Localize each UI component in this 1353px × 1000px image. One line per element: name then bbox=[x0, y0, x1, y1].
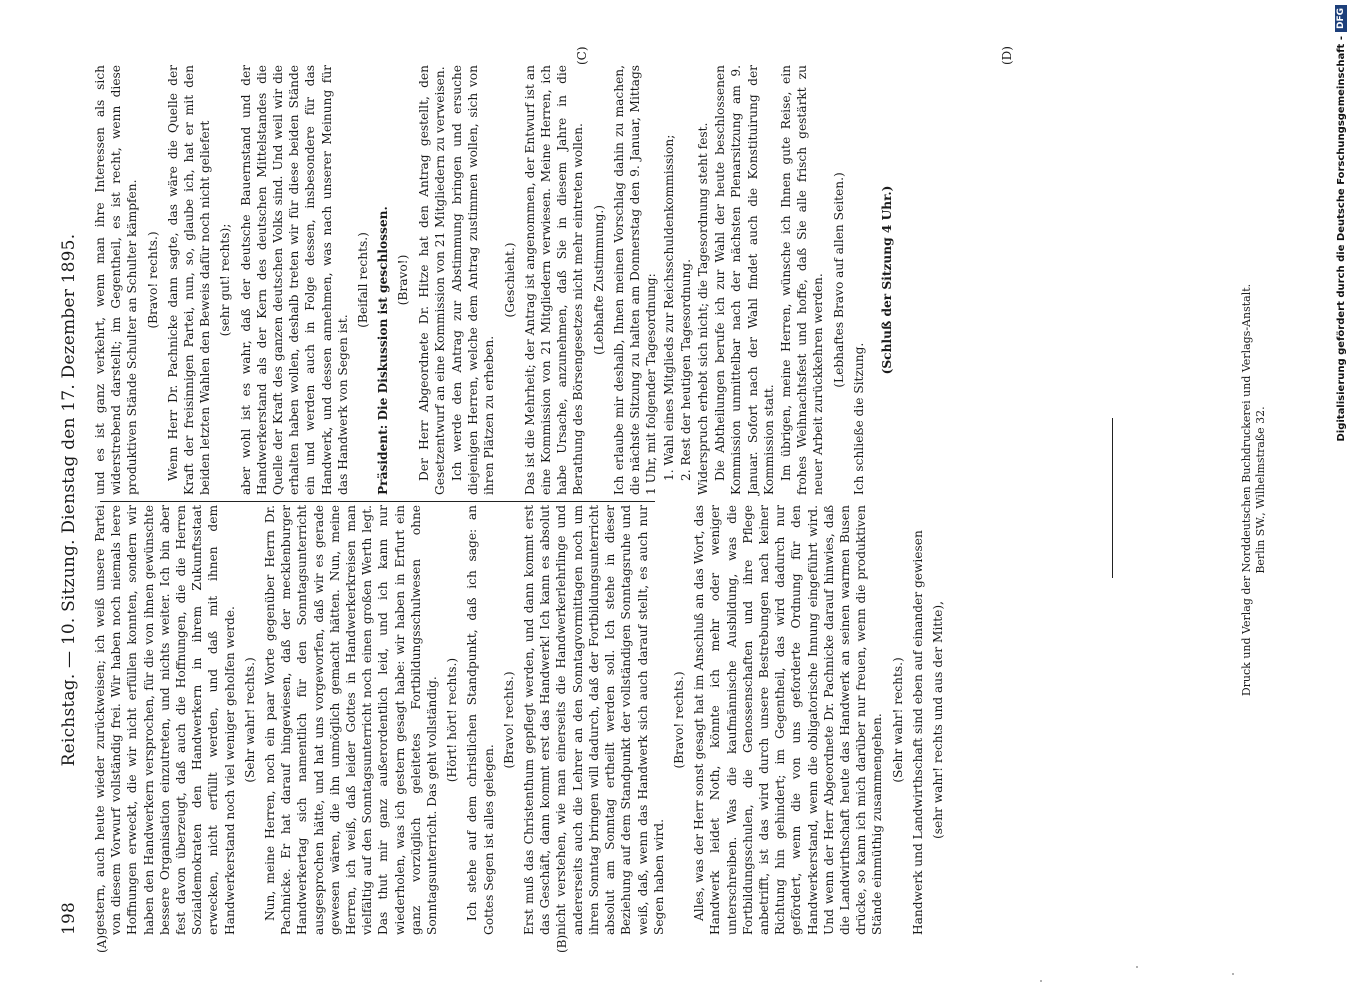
imprint-line-2: Berlin SW., Wilhelmstraße 32. bbox=[1254, 406, 1267, 574]
scan-speck bbox=[1040, 980, 1042, 982]
interjection: (Geschieht.) bbox=[502, 242, 517, 318]
margin-marker-b: (B) bbox=[555, 934, 569, 953]
page-header bbox=[55, 65, 85, 935]
paragraph: Ich erlaube mir deshalb, Ihnen meinen Vorschlag dahin zu machen, die nächste Sitzung zu halten am Donnerstag den 9. Januar, Mittags 1 Uhr, mit folgender Tagesordnung: bbox=[611, 65, 659, 495]
paragraph: Ich werde den Antrag zur Abstimmung bringen und ersuche diejenigen Herren, welche dem Antrag zustimmen wollen, sich von ihren Plätzen zu erheben. bbox=[450, 65, 497, 495]
paragraph: Alles, was der Herr sonst gesagt hat im Anschluß an das Wort, das Handwerk leidet Noth, könnte ich mehr oder weniger unterschreiben. Was die kaufmännische Ausbildung, was die Fortbildungsschulen, die Genossenschaften und ihre Pflege anbetrifft, ist das wird durch unsere Bestrebungen nach keiner Richtung hin gehindert; im Gegentheil, das wird dadurch nur gefördert, wenn die von uns geforderte Ordnung für den Handwerkerstand, wenn die obligatorische Innung eingeführt wird. Und wenn der Herr Abgeordnete Dr. Pachnicke darauf hinwies, daß die Landwirthschaft heute das Handwerk an seinen warmen Busen drücke, so kann ich mich darüber nur freuen, wenn die produktiven Stände einmüthig zusammengehen. bbox=[692, 505, 885, 935]
interjection: (Sehr wahr! rechts.) bbox=[242, 657, 257, 783]
paragraph: aber wohl ist es wahr, daß der deutsche Bauernstand und der Handwerkerstand als der Kern des deutschen Mittelstandes die Quelle der Kraft des ganzen deutschen Volks sind. Und weil wir die erhalten haben wollen, deshalb treten wir für diese beiden Stände ein und werden auch in Folge dessen, insbesondere für das Handwerk, und dessen annehmen, was nach unserer Meinung für das Handwerk von Segen ist. bbox=[238, 65, 350, 495]
printer-imprint bbox=[1240, 230, 1268, 750]
session-end-note: (Schluß der Sitzung 4 Uhr.) bbox=[879, 185, 894, 375]
margin-marker-a: (A) bbox=[95, 934, 109, 953]
digitization-credit bbox=[1335, 5, 1347, 1000]
paragraph: Die Abtheilungen berufe ich zur Wahl der heute beschlossenen Kommission unmittelbar nach der nächsten Plenarsitzung am 9. Januar. Sofort nach der Wahl findet auch die Konstituirung der Kommission statt. bbox=[713, 65, 776, 495]
paragraph: Der Herr Abgeordnete Dr. Hitze hat den Antrag gestellt, den Gesetzentwurf an eine Kommission von 21 Mitgliedern zu verweisen. bbox=[416, 65, 447, 495]
interjection: (Bravo! rechts.) bbox=[501, 671, 516, 769]
interjection: (Lebhaftes Bravo auf allen Seiten.) bbox=[831, 172, 846, 388]
paragraph: Das ist die Mehrheit; der Antrag ist angenommen, der Entwurf ist an eine Kommission von 21 Mitgliedern verwiesen. Meine Herren, ich habe Ursache, anzunehmen, daß Sie in diesem Jahre in die Berathung des Börsengesetzes nicht mehr eintreten wollen. bbox=[522, 65, 586, 495]
margin-marker-c: (C) bbox=[575, 46, 589, 65]
paragraph: Widerspruch erhebt sich nicht; die Tagesordnung steht fest. bbox=[695, 122, 710, 495]
interjection: (Bravo! rechts.) bbox=[145, 231, 160, 329]
margin-marker-d: (D) bbox=[1000, 46, 1014, 65]
interjection: (Bravo!) bbox=[396, 254, 411, 306]
interjection: (Hört! hört! rechts.) bbox=[445, 657, 460, 783]
paragraph: Erst muß das Christenthum gepflegt werden, und dann kommt erst das Geschäft, dann kommt erst das Handwerk! Ich kann es absolut nicht verstehen, wie man einerseits die Handwerkerlehrlinge und andererseits auch die Lehrer an den Sonntagvormittagen noch um ihren Sonntag bringen will dadurch, daß der Fortbildungsunterricht absolut am Sonntag ertheilt werden soll. Ich stehe in dieser Beziehung auf dem Standpunkt der vollständigen Sonntagsruhe und weiß, daß, wenn das Handwerk sich auch darauf stellt, es auch nur Segen haben wird. bbox=[522, 505, 666, 935]
paragraph: 2. Rest der heutigen Tagesordnung. bbox=[678, 259, 693, 481]
imprint-line-1: Druck und Verlag der Norddeutschen Buchdruckerei und Verlags-Anstalt. bbox=[1240, 283, 1253, 697]
interjection: (sehr wahr! rechts und aus der Mitte), bbox=[930, 601, 945, 840]
paragraph: Präsident: Die Diskussion ist geschlossen. bbox=[376, 206, 391, 495]
page-number: 198 bbox=[59, 901, 79, 935]
paragraph: Handwerk und Landwirthschaft sind eben auf einander gewiesen bbox=[910, 530, 925, 935]
paragraph: Im übrigen, meine Herren, wünsche ich Ihnen gute Reise, ein frohes Weihnachtsfest und hoffe, daß Sie alle frisch gestärkt zu neuer Arbeit zurückkehren werden. bbox=[778, 65, 826, 495]
end-rule bbox=[1112, 418, 1113, 578]
column-separator bbox=[100, 501, 655, 502]
scan-speck bbox=[1232, 973, 1234, 975]
interjection: (Beifall rechts.) bbox=[356, 232, 371, 328]
paragraph: Ich stehe auf dem christlichen Standpunkt, daß ich sage: an Gottes Segen ist alles gelegen. bbox=[465, 505, 496, 935]
credit-text: Digitalisierung gefördert durch die Deutsche Forschungsgemeinschaft - bbox=[1336, 36, 1347, 442]
dfg-logo: DFG bbox=[1335, 5, 1347, 32]
scan-speck bbox=[1136, 966, 1138, 968]
paragraph: Nun, meine Herren, noch ein paar Worte gegenüber Herrn Dr. Pachnicke. Er hat darauf hingewiesen, daß der mecklenburger Handwerkertag sich namentlich für den Sonntagsunterricht ausgesprochen hätte, und hat uns vorgeworfen, daß wir es gerade gewesen wären, die ihn unmöglich gemacht hätten. Nun, meine Herren, ich weiß, daß leider Gottes in Handwerkerkreisen man vielfältig auf den Sonntagsunterricht noch einen großen Werth legt. Das thut mir ganz außerordentlich leid, und ich kann nur wiederholen, was ich gestern gesagt habe: wir haben in Erfurt ein ganz vorzüglich geleitetes Fortbildungsschulwesen ohne Sonntagsunterricht. Das geht vollständig. bbox=[263, 505, 440, 935]
paragraph: und es ist ganz verkehrt, wenn man ihre Interessen als sich widerstrebend darstellt; im Gegentheil, es ist recht, wenn diese produktiven Stände Schulter an Schulter kämpfen. bbox=[93, 65, 140, 495]
paragraph: Ich schließe die Sitzung. bbox=[851, 342, 866, 495]
paragraph: Wenn Herr Dr. Pachnicke dann sagte, das wäre die Quelle der Kraft der freisinnigen Partei, nun, so, glaube ich, hat er mit den beiden letzten Wahlen den Beweis dafür noch nicht geliefert bbox=[165, 65, 213, 495]
running-title: Reichstag. — 10. Sitzung. Dienstag den 17. Dezember 1895. bbox=[59, 233, 79, 767]
interjection: (Bravo! rechts.) bbox=[671, 671, 686, 769]
interjection: (Lebhafte Zustimmung.) bbox=[591, 204, 606, 356]
paragraph: gestern, auch heute wieder zurückweisen; ich weiß unsere Partei von diesem Vorwurf vollständig frei. Wir haben noch niemals leere Hoffnungen erweckt, die wir nicht erfüllen konnten, sondern wir haben den Handwerkern versprochen, für die von ihnen gewünschte bessere Organisation einzutreten, und nichts weiter. Ich bin aber fest davon überzeugt, daß auch die Hoffnungen, die die Herren Sozialdemokraten den Handwerkern in ihrem Zukunftsstaat erwecken, nicht erfüllt werden, und daß mit ihnen dem Handwerkerstand noch viel weniger geholfen werde. bbox=[93, 505, 237, 935]
text-column-left bbox=[92, 505, 1027, 935]
text-column-right bbox=[92, 65, 1027, 495]
interjection: (sehr gut! rechts); bbox=[218, 223, 233, 337]
interjection: (Sehr wahr! rechts.) bbox=[890, 657, 905, 783]
paragraph: 1. Wahl eines Mitglieds zur Reichsschuldenkommission; bbox=[661, 134, 676, 481]
